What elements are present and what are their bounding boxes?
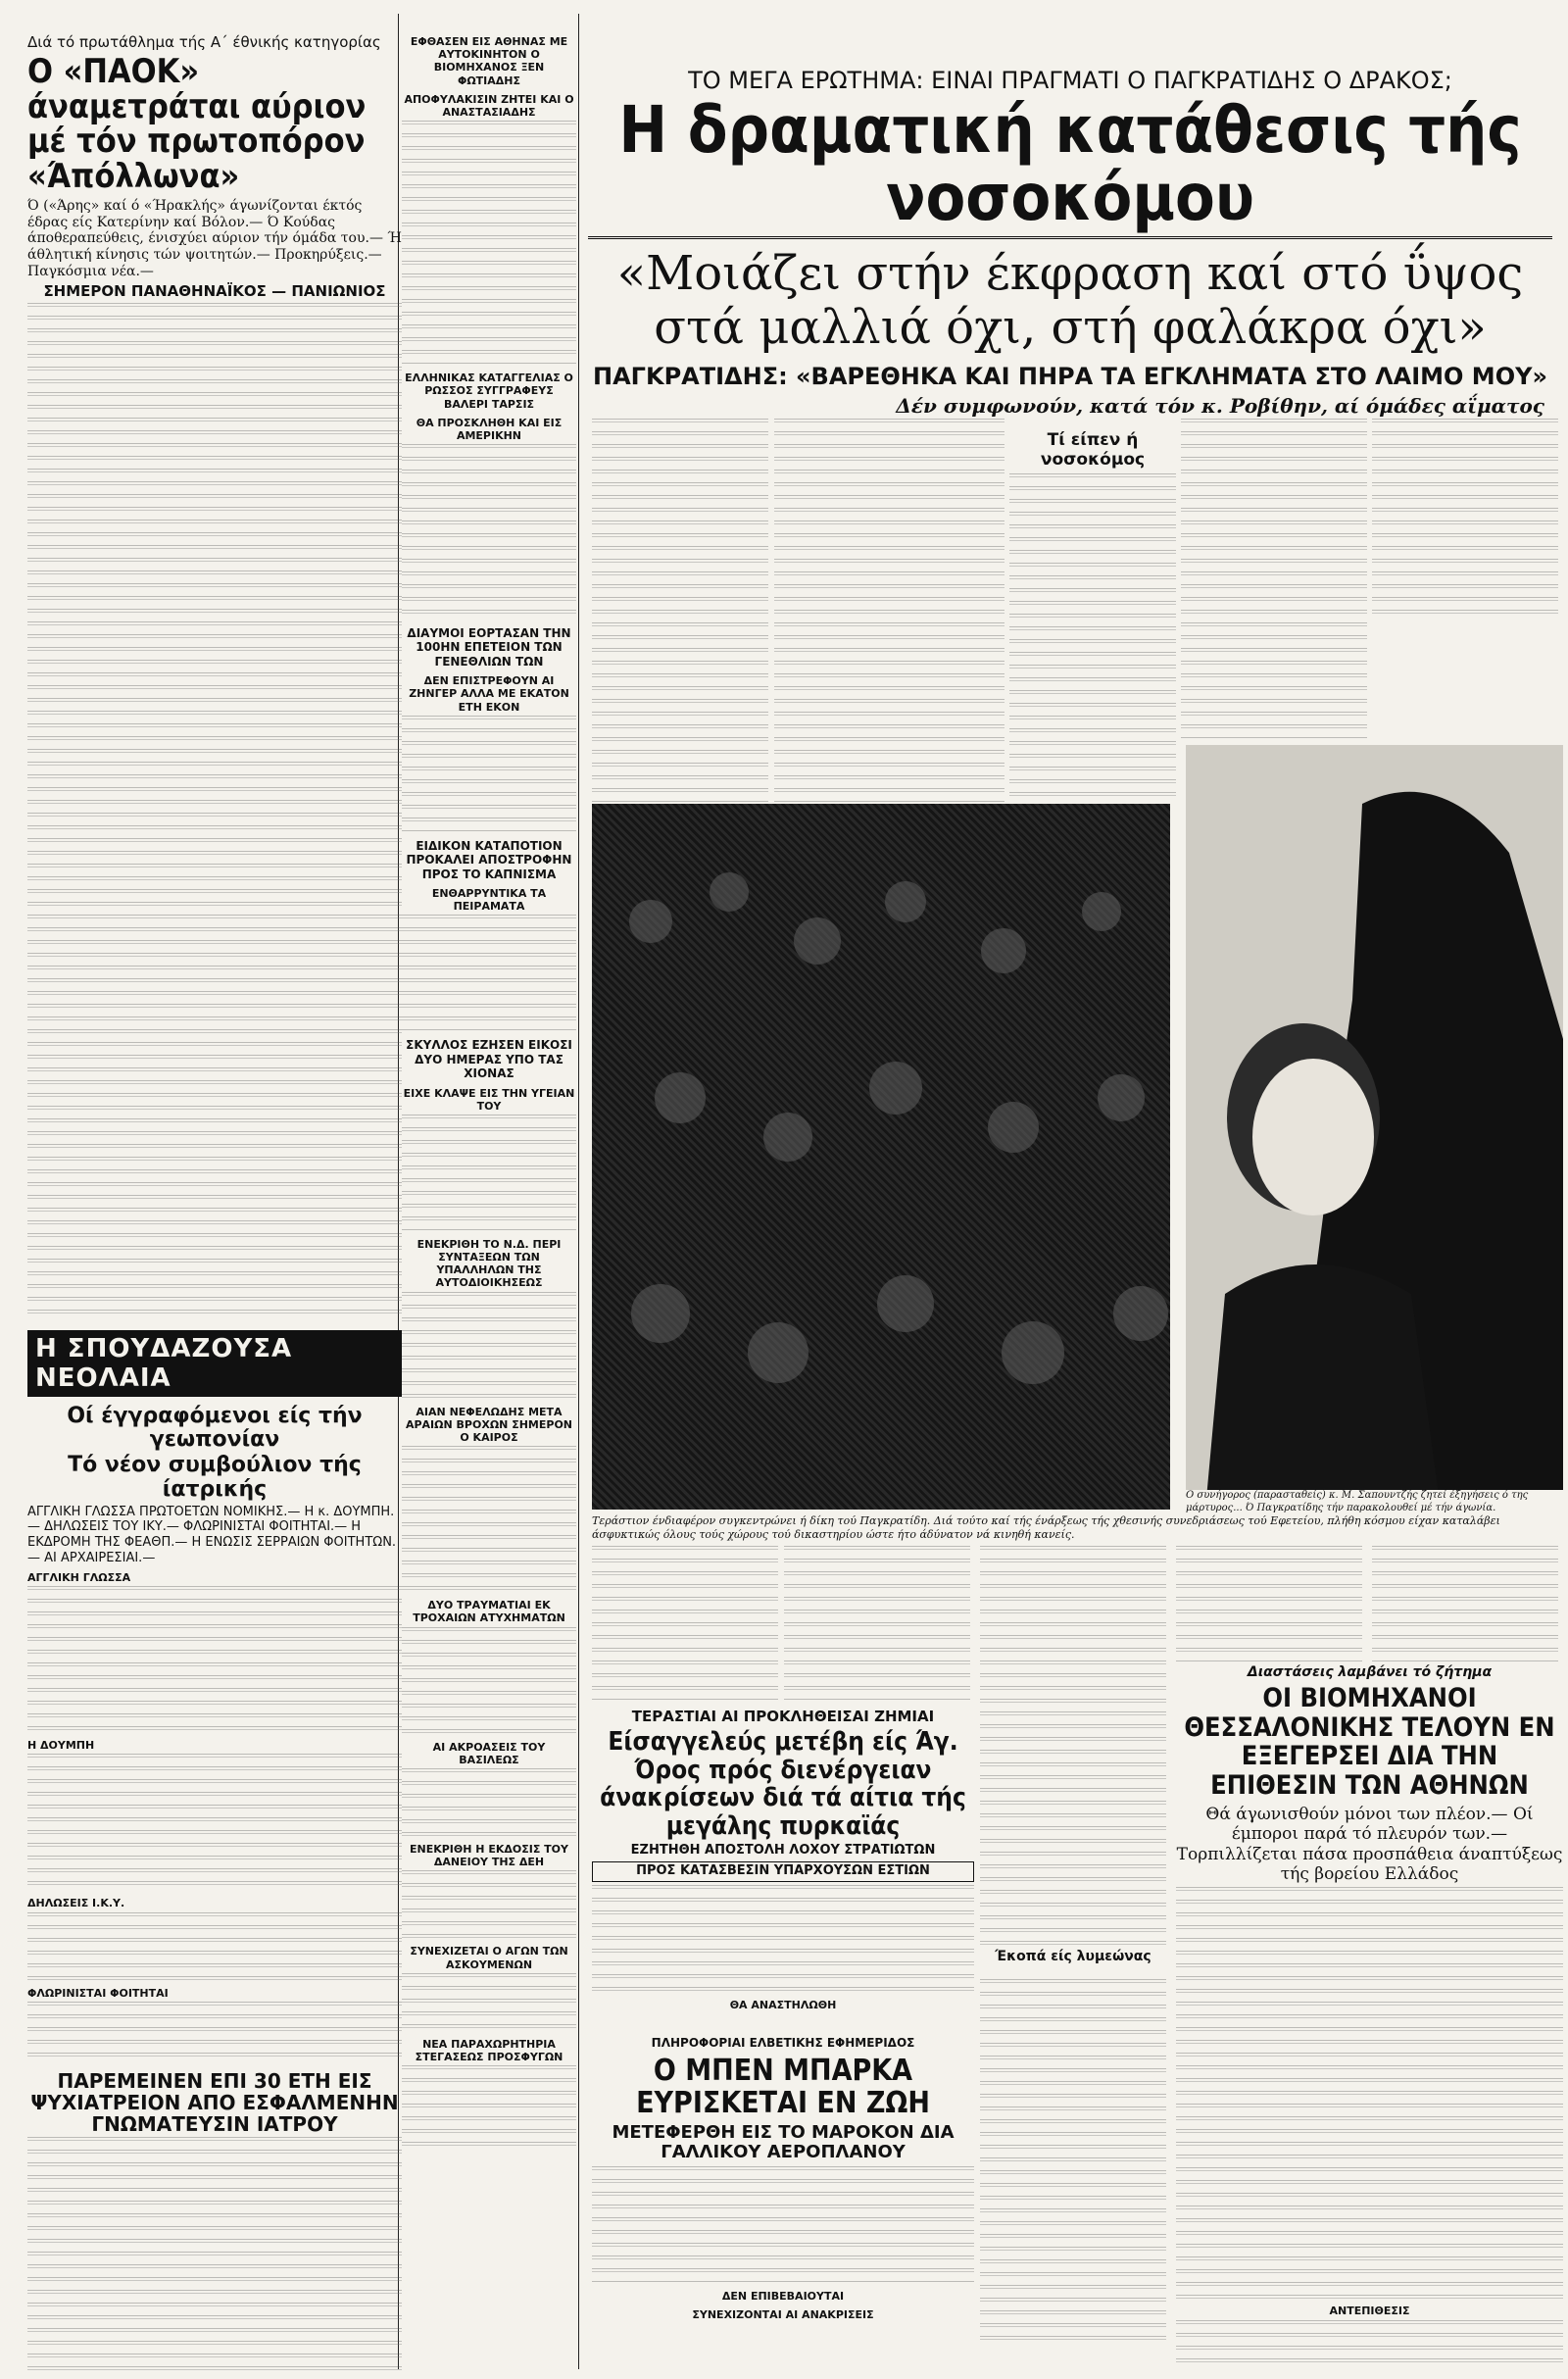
brief-body — [402, 1446, 576, 1593]
sports-body-text — [27, 303, 402, 1322]
youth-body-2 — [27, 1754, 402, 1891]
industrialists-sub: Θά άγωνισθούν μόνοι των πλέον.— Οί έμποροι παρά τό πλευρόν των.— Τορπιλλίζεται πάσα προσπάθεια άναπτύξεως τής βορείου Ελλάδος — [1176, 1804, 1563, 1885]
benbarka-story — [592, 2034, 974, 2367]
lyme-head: Έκοπά είς λυμεώνας — [995, 1949, 1152, 1964]
psychiatric-headline: ΠΑΡΕΜΕΙΝΕΝ ΕΠΙ 30 ΕΤΗ ΕΙΣ ΨΥΧΙΑΤΡΕΙΟΝ ΑΠΟ ΕΣΦΑΛΜΕΝΗΝ ΓΝΩΜΑΤΕΥΣΙΝ ΙΑΤΡΟΥ — [30, 2068, 399, 2136]
industrialists-body — [1176, 1887, 1563, 2299]
lyme-box — [980, 1946, 1166, 1975]
industrialists-headline: ΟΙ ΒΙΟΜΗΧΑΝΟΙ ΘΕΣΣΑΛΟΝΙΚΗΣ ΤΕΛΟΥΝ ΕΝ ΕΞΕΓΕΡΣΕΙ ΔΙΑ ΤΗΝ ΕΠΙΘΕΣΙΝ ΤΩΝ ΑΘΗΝΩΝ — [1184, 1683, 1555, 1802]
story-body-text — [592, 1546, 778, 1701]
brief-sub-2: ΘΑ ΠΡΟΣΚΛΗΘΗ ΚΑΙ ΕΙΣ ΑΜΕΡΙΚΗΝ — [416, 416, 563, 442]
brief-sub-3: ΔΕΝ ΕΠΙΣΤΡΕΦΟΥΝ ΑΙ ΖΗΝΓΕΡ ΑΛΛΑ ΜΕ ΕΚΑΤΟΝ ΕΤΗ ΕΚΟΝ — [409, 674, 569, 714]
benbarka-body — [592, 2166, 974, 2284]
story-body-text — [1009, 473, 1176, 804]
story-body-text — [1181, 419, 1367, 740]
brief-head-5: ΣΚΥΛΛΟΣ ΕΖΗΣΕΝ ΕΙΚΟΣΙ ΔΥΟ ΗΜΕΡΑΣ ΥΠΟ ΤΑΣ ΧΙΟΝΑΣ — [406, 1038, 572, 1081]
brief-body — [402, 1115, 576, 1232]
brief-sub-1: ΑΠΟΦΥΛΑΚΙΣΙΝ ΖΗΤΕΙ ΚΑΙ Ο ΑΝΑΣΤΑΣΙΑΔΗΣ — [404, 92, 574, 119]
brief-sub-4: ΕΝΘΑΡΡΥΝΤΙΚΑ ΤΑ ΠΕΙΡΑΜΑΤΑ — [431, 886, 547, 914]
brief-body — [402, 1870, 576, 1939]
youth-body-4 — [27, 2002, 402, 2060]
nurse-said-head: Τί είπεν ή νοσοκόμος — [1040, 430, 1146, 470]
briefs-column — [402, 0, 576, 2372]
story-body-col-3 — [1009, 417, 1176, 804]
youth-body-1 — [27, 1586, 402, 1733]
youth-subheadline: ΑΓΓΛΙΚΗ ΓΛΩΣΣΑ ΠΡΩΤΟΕΤΩΝ ΝΟΜΙΚΗΣ.— Η κ. ΔΟΥΜΠΗ.— ΔΗΛΩΣΕΙΣ ΤΟΥ ΙΚΥ.— ΦΛΩΡΙΝΙΣΤΑΙ ΦΟΙΤΗΤΑΙ.— Η ΕΚΔΡΟΜΗ ΤΗΣ ΦΕΑΘΠ.— Η ΕΝΩΣΙΣ ΣΕΡΡΑΙΩΝ ΦΟΙΤΗΤΩΝ.— ΑΙ ΑΡΧΑΙΡΕΣΙΑΙ.— — [27, 1504, 397, 1565]
fires-sub-2: ΠΡΟΣ ΚΑΤΑΣΒΕΣΙΝ ΥΠΑΡΧΟΥΣΩΝ ΕΣΤΙΩΝ — [592, 1861, 974, 1882]
brief-body — [402, 1973, 576, 2032]
column-rule — [578, 14, 579, 2369]
brief-sub-5: ΕΙΧΕ ΚΛΑΨΕ ΕΙΣ ΤΗΝ ΥΓΕΙΑΝ ΤΟΥ — [403, 1086, 575, 1113]
brief-body — [402, 1292, 576, 1400]
crowd-photo-caption: Τεράστιον ένδιαφέρον συγκεντρώνει ή δίκη τού Παγκρατίδη. Διά τούτο καί τής ένάρξεως τής χθεσινής συνεδριάσεως τού Εφετείου, πλήθη κόσμου είχαν καταλάβει άσφυκτικώς όλους τούς χώρους τού δικαστηρίου ώστε ήτο άδύνατον νά κινηθή κανείς. — [592, 1514, 1500, 1541]
counter-attack: ΑΝΤΕΠΙΘΕΣΙΣ — [1329, 2305, 1410, 2318]
brief-head-6: ΕΝΕΚΡΙΘΗ ΤΟ Ν.Δ. ΠΕΡΙ ΣΥΝΤΑΞΕΩΝ ΤΩΝ ΥΠΑΛΛΗΛΩΝ ΤΗΣ ΑΥΤΟΔΙΟΙΚΗΣΕΩΣ — [416, 1237, 562, 1290]
industrialists-story — [1176, 1661, 1563, 2367]
brief-body — [402, 1627, 576, 1735]
brief-head-10: ΕΝΕΚΡΙΘΗ Η ΕΚΔΟΣΙΣ ΤΟΥ ΔΑΝΕΙΟΥ ΤΗΣ ΔΕΗ — [409, 1842, 568, 1869]
pagkratidis-quote: ΠΑΓΚΡΑΤΙΔΗΣ: «ΒΑΡΕΘΗΚΑ ΚΑΙ ΠΗΡΑ ΤΑ ΕΓΚΛΗΜΑΤΑ ΣΤΟ ΛΑΙΜΟ ΜΟΥ» — [593, 362, 1547, 390]
fires-headline: Είσαγγελεύς μετέβη είς Άγ. Όρος πρός διενέργειαν άνακρίσεων διά τά αίτια τής μεγάλης πυρκαϊάς — [600, 1727, 966, 1842]
youth-headline-2: Τό νέον συμβούλιον τής ίατρικής — [68, 1453, 362, 1502]
sports-column — [27, 0, 402, 2372]
brief-head-11: ΣΥΝΕΧΙΖΕΤΑΙ Ο ΑΓΩΝ ΤΩΝ ΑΣΚΟΥΜΕΝΩΝ — [410, 1945, 568, 1971]
brief-head-9: ΑΙ ΑΚΡΟΑΣΕΙΣ ΤΟΥ ΒΑΣΙΛΕΩΣ — [432, 1740, 546, 1766]
brief-body — [402, 915, 576, 1032]
youth-body-3 — [27, 1912, 402, 1981]
section-iky: ΔΗΛΩΣΕΙΣ Ι.Κ.Υ. — [27, 1897, 125, 1910]
industrialists-kicker: Διαστάσεις λαμβάνει τό ζήτημα — [1247, 1664, 1493, 1680]
section-florina: ΦΛΩΡΙΝΙΣΤΑΙ ΦΟΙΤΗΤΑΙ — [27, 1986, 169, 2000]
brief-body — [402, 716, 576, 833]
blood-groups-line: Δέν συμφωνούν, κατά τόν κ. Ροβίθην, αί όμάδες αΐματος — [896, 393, 1544, 418]
sports-subheadline: Ό («Άρης» καί ό «Ήρακλής» άγωνίζονται έκτός έδρας είς Κατερίνην καί Βόλον.— Ό Κούδας άποθεραπεύθεις, ένισχύει αύριον τήν όμάδα του.— Ή άθλητική κίνησις τών ψοιτητών.— Προκηρύξεις.— Παγκόσμια νέα.— — [27, 197, 402, 279]
benbarka-headline: Ο ΜΠΕΝ ΜΠΑΡΚΑ ΕΥΡΙΣΚΕΤΑΙ ΕΝ ΖΩΗ — [636, 2053, 930, 2120]
swiss-kicker: ΠΛΗΡΟΦΟΡΙΑΙ ΕΛΒΕΤΙΚΗΣ ΕΦΗΜΕΡΙΔΟΣ — [651, 2036, 915, 2050]
portrait-illustration — [1186, 745, 1563, 1510]
brief-body — [402, 121, 576, 366]
story-body-text — [592, 419, 768, 804]
restore-head: ΘΑ ΑΝΑΣΤΗΛΩΘΗ — [729, 1998, 837, 2011]
story-body-text — [784, 1546, 970, 1701]
psychiatric-body — [27, 2137, 402, 2372]
story-body-text — [1372, 419, 1558, 622]
story-body-col-5 — [1372, 417, 1558, 622]
crowd-illustration — [592, 804, 1170, 1510]
sports-line: ΣΗΜΕΡΟΝ ΠΑΝΑΘΗΝΑΪΚΟΣ — ΠΑΝΙΩΝΙΟΣ — [43, 281, 386, 300]
sports-kicker: Διά τό πρωτάθλημα τής Α΄ έθνικής κατηγορίας — [27, 33, 381, 51]
brief-body — [402, 444, 576, 620]
youth-banner: Η ΣΠΟΥΔΑΖΟΥΣΑ ΝΕΟΛΑΙΑ — [27, 1330, 402, 1397]
brief-body — [402, 2065, 576, 2154]
benbarka-sub: ΜΕΤΕΦΕΡΘΗ ΕΙΣ ΤΟ ΜΑΡΟΚΟΝ ΔΙΑ ΓΑΛΛΙΚΟΥ ΑΕΡΟΠΛΑΝΟΥ — [612, 2121, 955, 2163]
brief-head-1: ΕΦΘΑΣΕΝ ΕΙΣ ΑΘΗΝΑΣ ΜΕ ΑΥΤΟΚΙΝΗΤΟΝ Ο ΒΙΟΜΗΧΑΝΟΣ ΞΕΝ ΦΩΤΙΑΔΗΣ — [410, 35, 568, 87]
main-quote: «Μοιάζει στήν έκφραση καί στό ΰψος στά μαλλιά όχι, στή φαλάκρα όχι» — [616, 245, 1524, 355]
brief-head-12: ΝΕΑ ΠΑΡΑΧΩΡΗΤΗΡΙΑ ΣΤΕΓΑΣΕΩΣ ΠΡΟΣΦΥΓΩΝ — [415, 2037, 564, 2063]
not-confirmed: ΔΕΝ ΕΠΙΒΕΒΑΙΟΥΤΑΙ — [721, 2290, 845, 2304]
fires-story — [592, 1706, 974, 2029]
brief-head-8: ΔΥΟ ΤΡΑΥΜΑΤΙΑΙ ΕΚ ΤΡΟΧΑΙΩΝ ΑΤΥΧΗΜΑΤΩΝ — [413, 1599, 565, 1625]
story-body-col-1 — [592, 417, 768, 804]
industrialists-body — [1176, 2320, 1563, 2367]
sports-headline: Ο «ΠΑΟΚ» άναμετράται αύριον μέ τόν πρωτοπόρον «Άπόλλωνα» — [27, 52, 367, 197]
story-body-text — [774, 419, 1004, 804]
story-body-col-2 — [774, 417, 1004, 804]
brief-head-3: ΔΙΑΥΜΟΙ ΕΟΡΤΑΣΑΝ ΤΗΝ 100ΗΝ ΕΠΕΤΕΙΟΝ ΤΩΝ ΓΕΝΕΘΛΙΩΝ ΤΩΝ — [407, 626, 571, 669]
brief-head-4: ΕΙΔΙΚΟΝ ΚΑΤΑΠΟΤΙΟΝ ΠΡΟΚΑΛΕΙ ΑΠΟΣΤΡΟΦΗΝ ΠΡΟΣ ΤΟ ΚΑΠΝΙΣΜΑ — [406, 838, 572, 881]
fires-body — [592, 1885, 974, 1993]
story-cont-2 — [784, 1544, 970, 1701]
defendant-photo-caption: Ο συνήγορος (παρασταθείς) κ. Μ. Σαπουντζής ζητεί έξηγήσεις ό της μάρτυρος... Ό Παγκρατίδης τήν παρακολουθεί μέ τήν άγωνία. — [1186, 1490, 1563, 1514]
fires-kicker: ΤΕΡΑΣΤΙΑΙ ΑΙ ΠΡΟΚΛΗΘΕΙΣΑΙ ΖΗΜΙΑΙ — [631, 1708, 935, 1725]
brief-body — [402, 1768, 576, 1837]
main-headline: Η δραματική κατάθεσις τής νοσοκόμου — [618, 92, 1522, 236]
fires-sub: ΕΖΗΤΗΘΗ ΑΠΟΣΤΟΛΗ ΛΟΧΟΥ ΣΤΡΑΤΙΩΤΩΝ — [630, 1842, 936, 1858]
defendant-photo — [1186, 745, 1563, 1510]
inquiries: ΣΥΝΕΧΙΖΟΝΤΑΙ ΑΙ ΑΝΑΚΡΙΣΕΙΣ — [692, 2308, 874, 2322]
youth-headline-1: Οί έγγραφόμενοι είς τήν γεωπονίαν — [67, 1403, 363, 1453]
brief-head-7: ΑΙΑΝ ΝΕΦΕΛΩΔΗΣ ΜΕΤΑ ΑΡΑΙΩΝ ΒΡΟΧΩΝ ΣΗΜΕΡΟΝ Ο ΚΑΙΡΟΣ — [405, 1405, 573, 1445]
section-doumpi: Η ΔΟΥΜΠΗ — [27, 1739, 95, 1753]
courtroom-crowd-photo — [592, 804, 1170, 1510]
story-cont-1 — [592, 1544, 778, 1701]
story-body-col-4 — [1181, 417, 1367, 740]
section-english: ΑΓΓΛΙΚΗ ΓΛΩΣΣΑ — [27, 1571, 131, 1585]
top-question: ΤΟ ΜΕΓΑ ΕΡΩΤΗΜΑ: ΕΙΝΑΙ ΠΡΑΓΜΑΤΙ Ο ΠΑΓΚΡΑΤΙΔΗΣ Ο ΔΡΑΚΟΣ; — [688, 67, 1452, 94]
brief-head-2: ΕΛΛΗΝΙΚΑΣ ΚΑΤΑΓΓΕΛΙΑΣ Ο ΡΩΣΣΟΣ ΣΥΓΓΡΑΦΕΥΣ ΒΑΛΕΡΙ ΤΑΡΣΙΣ — [405, 372, 573, 411]
